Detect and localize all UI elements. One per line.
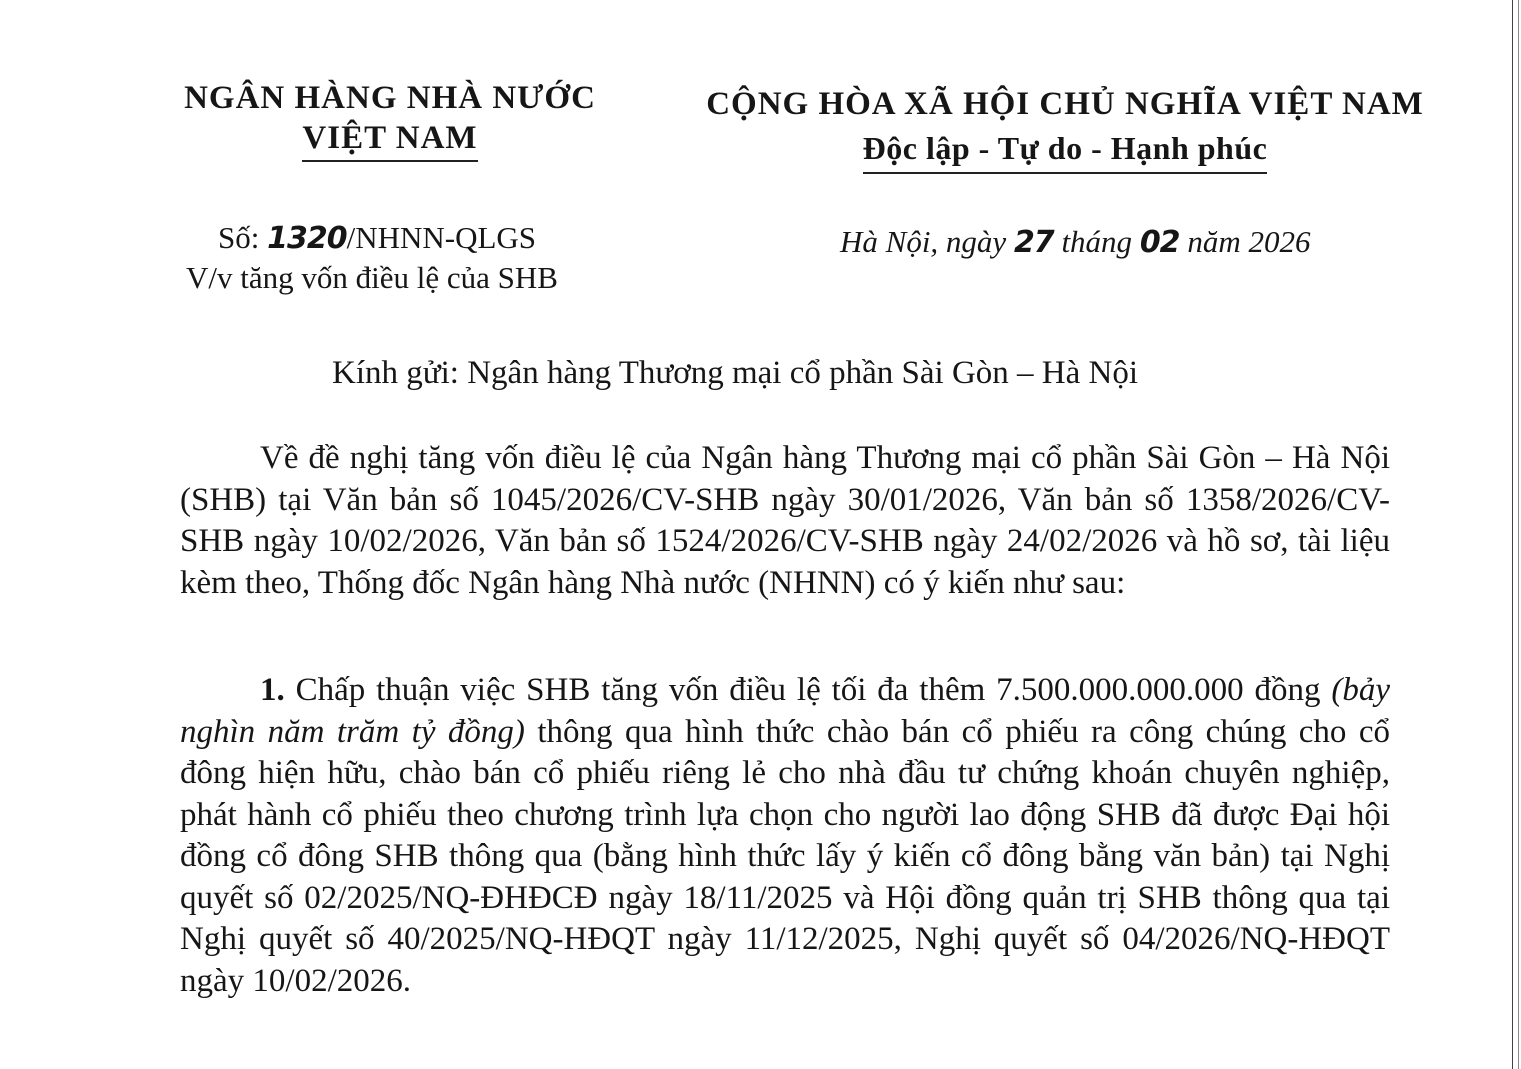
document-number-code: /NHNN-QLGS [346, 220, 537, 255]
body-paragraph-item-1 [180, 670, 1390, 1002]
national-header [690, 82, 1440, 174]
item-text-part2: thông qua hình thức chào bán cổ phiếu ra công chúng cho cổ đông hiện hữu, chào bán cổ phiếu riêng lẻ cho nhà đầu tư chứng khoán chuyên nghiệp, phát hành cổ phiếu theo chương trình lựa chọn cho người lao động SHB đã được Đại hội đồng cổ đông SHB thông qua (bằng hình thức lấy ý kiến cổ đông bằng văn bản) tại Nghị quyết số 02/2025/NQ-ĐHĐCĐ ngày 18/11/2025 và Hội đồng quản trị SHB thông qua tại Nghị quyết số 40/2025/NQ-HĐQT ngày 11/12/2025, Nghị quyết số 04/2026/NQ-HĐQT ngày 10/02/2026. [180, 713, 1390, 999]
item-text-part1: Chấp thuận việc SHB tăng vốn điều lệ tối đa thêm 7.500.000.000.000 đồng [284, 672, 1332, 708]
date-month-handwritten: 02 [1139, 225, 1180, 260]
page-edge-line [1518, 0, 1519, 1069]
issuer-header [160, 78, 620, 162]
page-edge-line [1512, 0, 1513, 1069]
recipient-line: Kính gửi: Ngân hàng Thương mại cổ phần Sài Gòn – Hà Nội [332, 355, 1139, 391]
issuer-name-line2: VIỆT NAM [302, 118, 477, 162]
date-year: năm 2026 [1179, 224, 1311, 259]
national-title: CỘNG HÒA XÃ HỘI CHỦ NGHĨA VIỆT NAM [706, 86, 1424, 122]
issuer-name-line1: NGÂN HÀNG NHÀ NƯỚC [184, 80, 596, 116]
date-day-handwritten: 27 [1013, 225, 1054, 260]
document-number [218, 218, 536, 259]
body-paragraph-intro: Về đề nghị tăng vốn điều lệ của Ngân hàng Thương mại cổ phần Sài Gòn – Hà Nội (SHB) tại Văn bản số 1045/2026/CV-SHB ngày 30/01/2026, Văn bản số 1358/2026/CV-SHB ngày 10/02/2026, Văn bản số 1524/2026/CV-SHB ngày 24/02/2026 và hồ sơ, tài liệu kèm theo, Thống đốc Ngân hàng Nhà nước (NHNN) có ý kiến như sau: [180, 440, 1390, 601]
item-amount-in-words: (bảy nghìn năm trăm tỷ đồng) [180, 672, 1390, 750]
national-motto: Độc lập - Tự do - Hạnh phúc [863, 126, 1268, 174]
document-subject: V/v tăng vốn điều lệ của SHB [186, 260, 558, 295]
item-number: 1. [260, 672, 285, 708]
date-place: Hà Nội, ngày [840, 224, 1014, 259]
date-month-label: tháng [1053, 224, 1140, 259]
document-number-prefix: Số: [218, 220, 268, 255]
document-number-handwritten: 1320 [267, 221, 347, 256]
document-date [840, 222, 1310, 263]
